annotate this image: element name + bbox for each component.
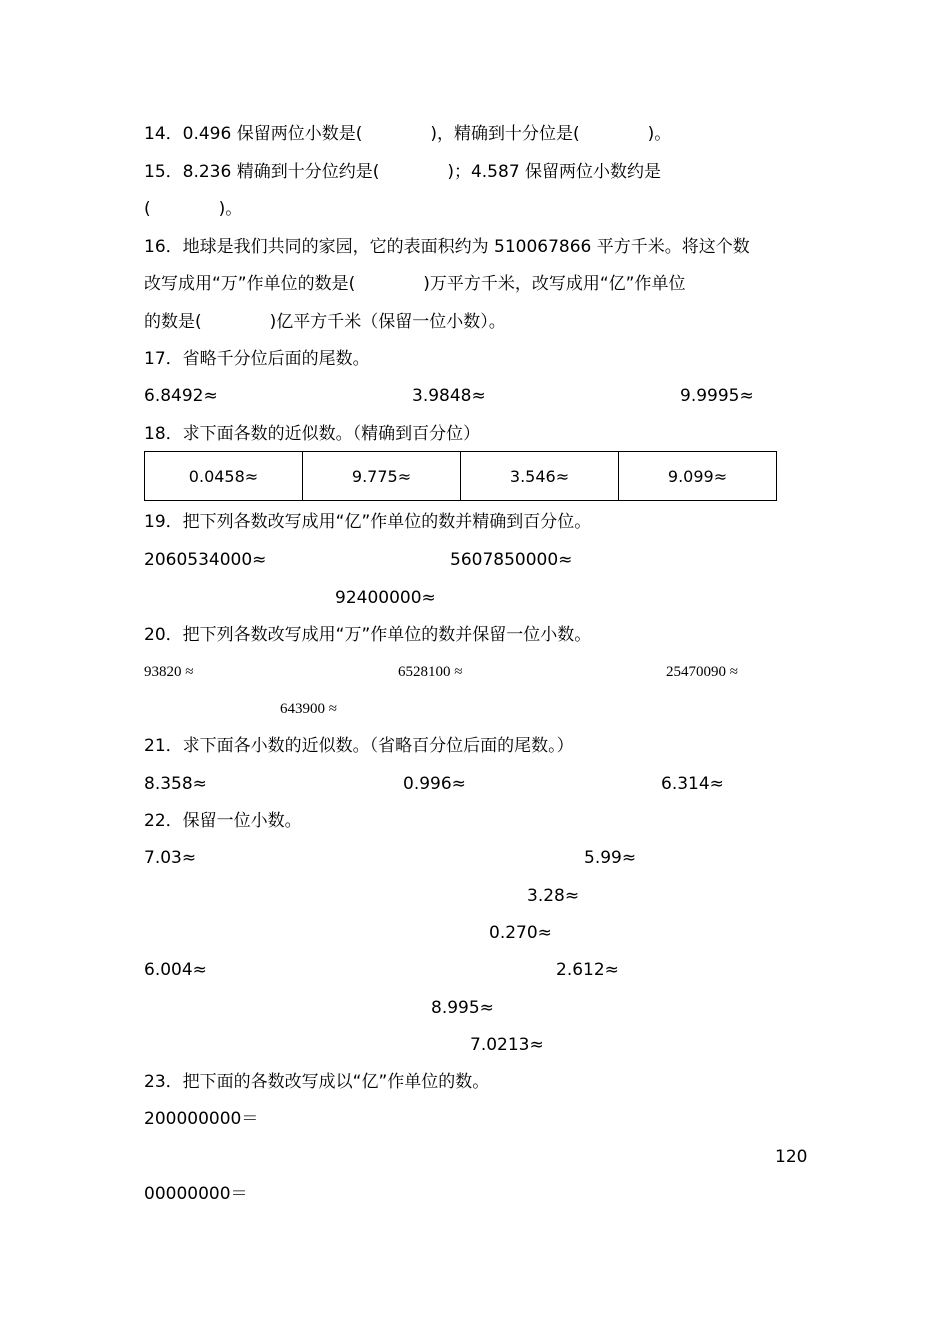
q22-item-3: 3.28≈ xyxy=(527,886,580,906)
table-cell: 3.546≈ xyxy=(461,452,619,501)
q23-item-2: 120 xyxy=(775,1147,808,1167)
question-14: 14．0.496 保留两位小数是( )，精确到十分位是( )。 xyxy=(144,124,672,144)
q20-item-4: 643900 ≈ xyxy=(280,701,337,717)
q19-item-1: 2060534000≈ xyxy=(144,550,267,570)
question-19-title: 19．把下列各数改写成用“亿”作单位的数并精确到百分位。 xyxy=(144,512,592,532)
q22-item-1: 7.03≈ xyxy=(144,848,197,868)
q19-item-3: 92400000≈ xyxy=(335,588,436,608)
q22-item-8: 7.0213≈ xyxy=(470,1035,544,1055)
question-16-line-2: 改写成用“万”作单位的数是( )万平方千米，改写成用“亿”作单位 xyxy=(144,274,686,294)
question-18-title: 18．求下面各数的近似数。（精确到百分位） xyxy=(144,424,481,444)
q20-item-2: 6528100 ≈ xyxy=(398,664,463,680)
q21-item-1: 8.358≈ xyxy=(144,774,207,794)
q21-item-2: 0.996≈ xyxy=(403,774,466,794)
q22-item-4: 0.270≈ xyxy=(489,923,552,943)
q17-item-2: 3.9848≈ xyxy=(412,386,486,406)
q23-item-3: 00000000＝ xyxy=(144,1184,248,1204)
question-15-line-1: 15．8.236 精确到十分位约是( )；4.587 保留两位小数约是 xyxy=(144,162,662,182)
table-cell: 0.0458≈ xyxy=(145,452,303,501)
q20-item-3: 25470090 ≈ xyxy=(666,664,738,680)
question-21-title: 21．求下面各小数的近似数。（省略百分位后面的尾数。） xyxy=(144,736,574,756)
q20-item-1: 93820 ≈ xyxy=(144,664,194,680)
q19-item-2: 5607850000≈ xyxy=(450,550,573,570)
question-16-line-1: 16．地球是我们共同的家园，它的表面积约为 510067866 平方千米。将这个数 xyxy=(144,237,750,257)
question-16-line-3: 的数是( )亿平方千米（保留一位小数）。 xyxy=(144,312,506,332)
question-23-title: 23．把下面的各数改写成以“亿”作单位的数。 xyxy=(144,1072,490,1092)
q22-item-2: 5.99≈ xyxy=(584,848,637,868)
q17-item-1: 6.8492≈ xyxy=(144,386,218,406)
table-row xyxy=(145,452,777,501)
question-18-table xyxy=(144,451,777,501)
q22-item-5: 6.004≈ xyxy=(144,960,207,980)
table-cell: 9.775≈ xyxy=(303,452,461,501)
q22-item-6: 2.612≈ xyxy=(556,960,619,980)
q22-item-7: 8.995≈ xyxy=(431,998,494,1018)
question-20-title: 20．把下列各数改写成用“万”作单位的数并保留一位小数。 xyxy=(144,625,592,645)
table-cell: 9.099≈ xyxy=(619,452,777,501)
q23-item-1: 200000000＝ xyxy=(144,1109,259,1129)
question-17-title: 17．省略千分位后面的尾数。 xyxy=(144,349,370,369)
question-15-line-2: ( )。 xyxy=(144,199,243,219)
question-22-title: 22．保留一位小数。 xyxy=(144,811,302,831)
q21-item-3: 6.314≈ xyxy=(661,774,724,794)
q17-item-3: 9.9995≈ xyxy=(680,386,754,406)
